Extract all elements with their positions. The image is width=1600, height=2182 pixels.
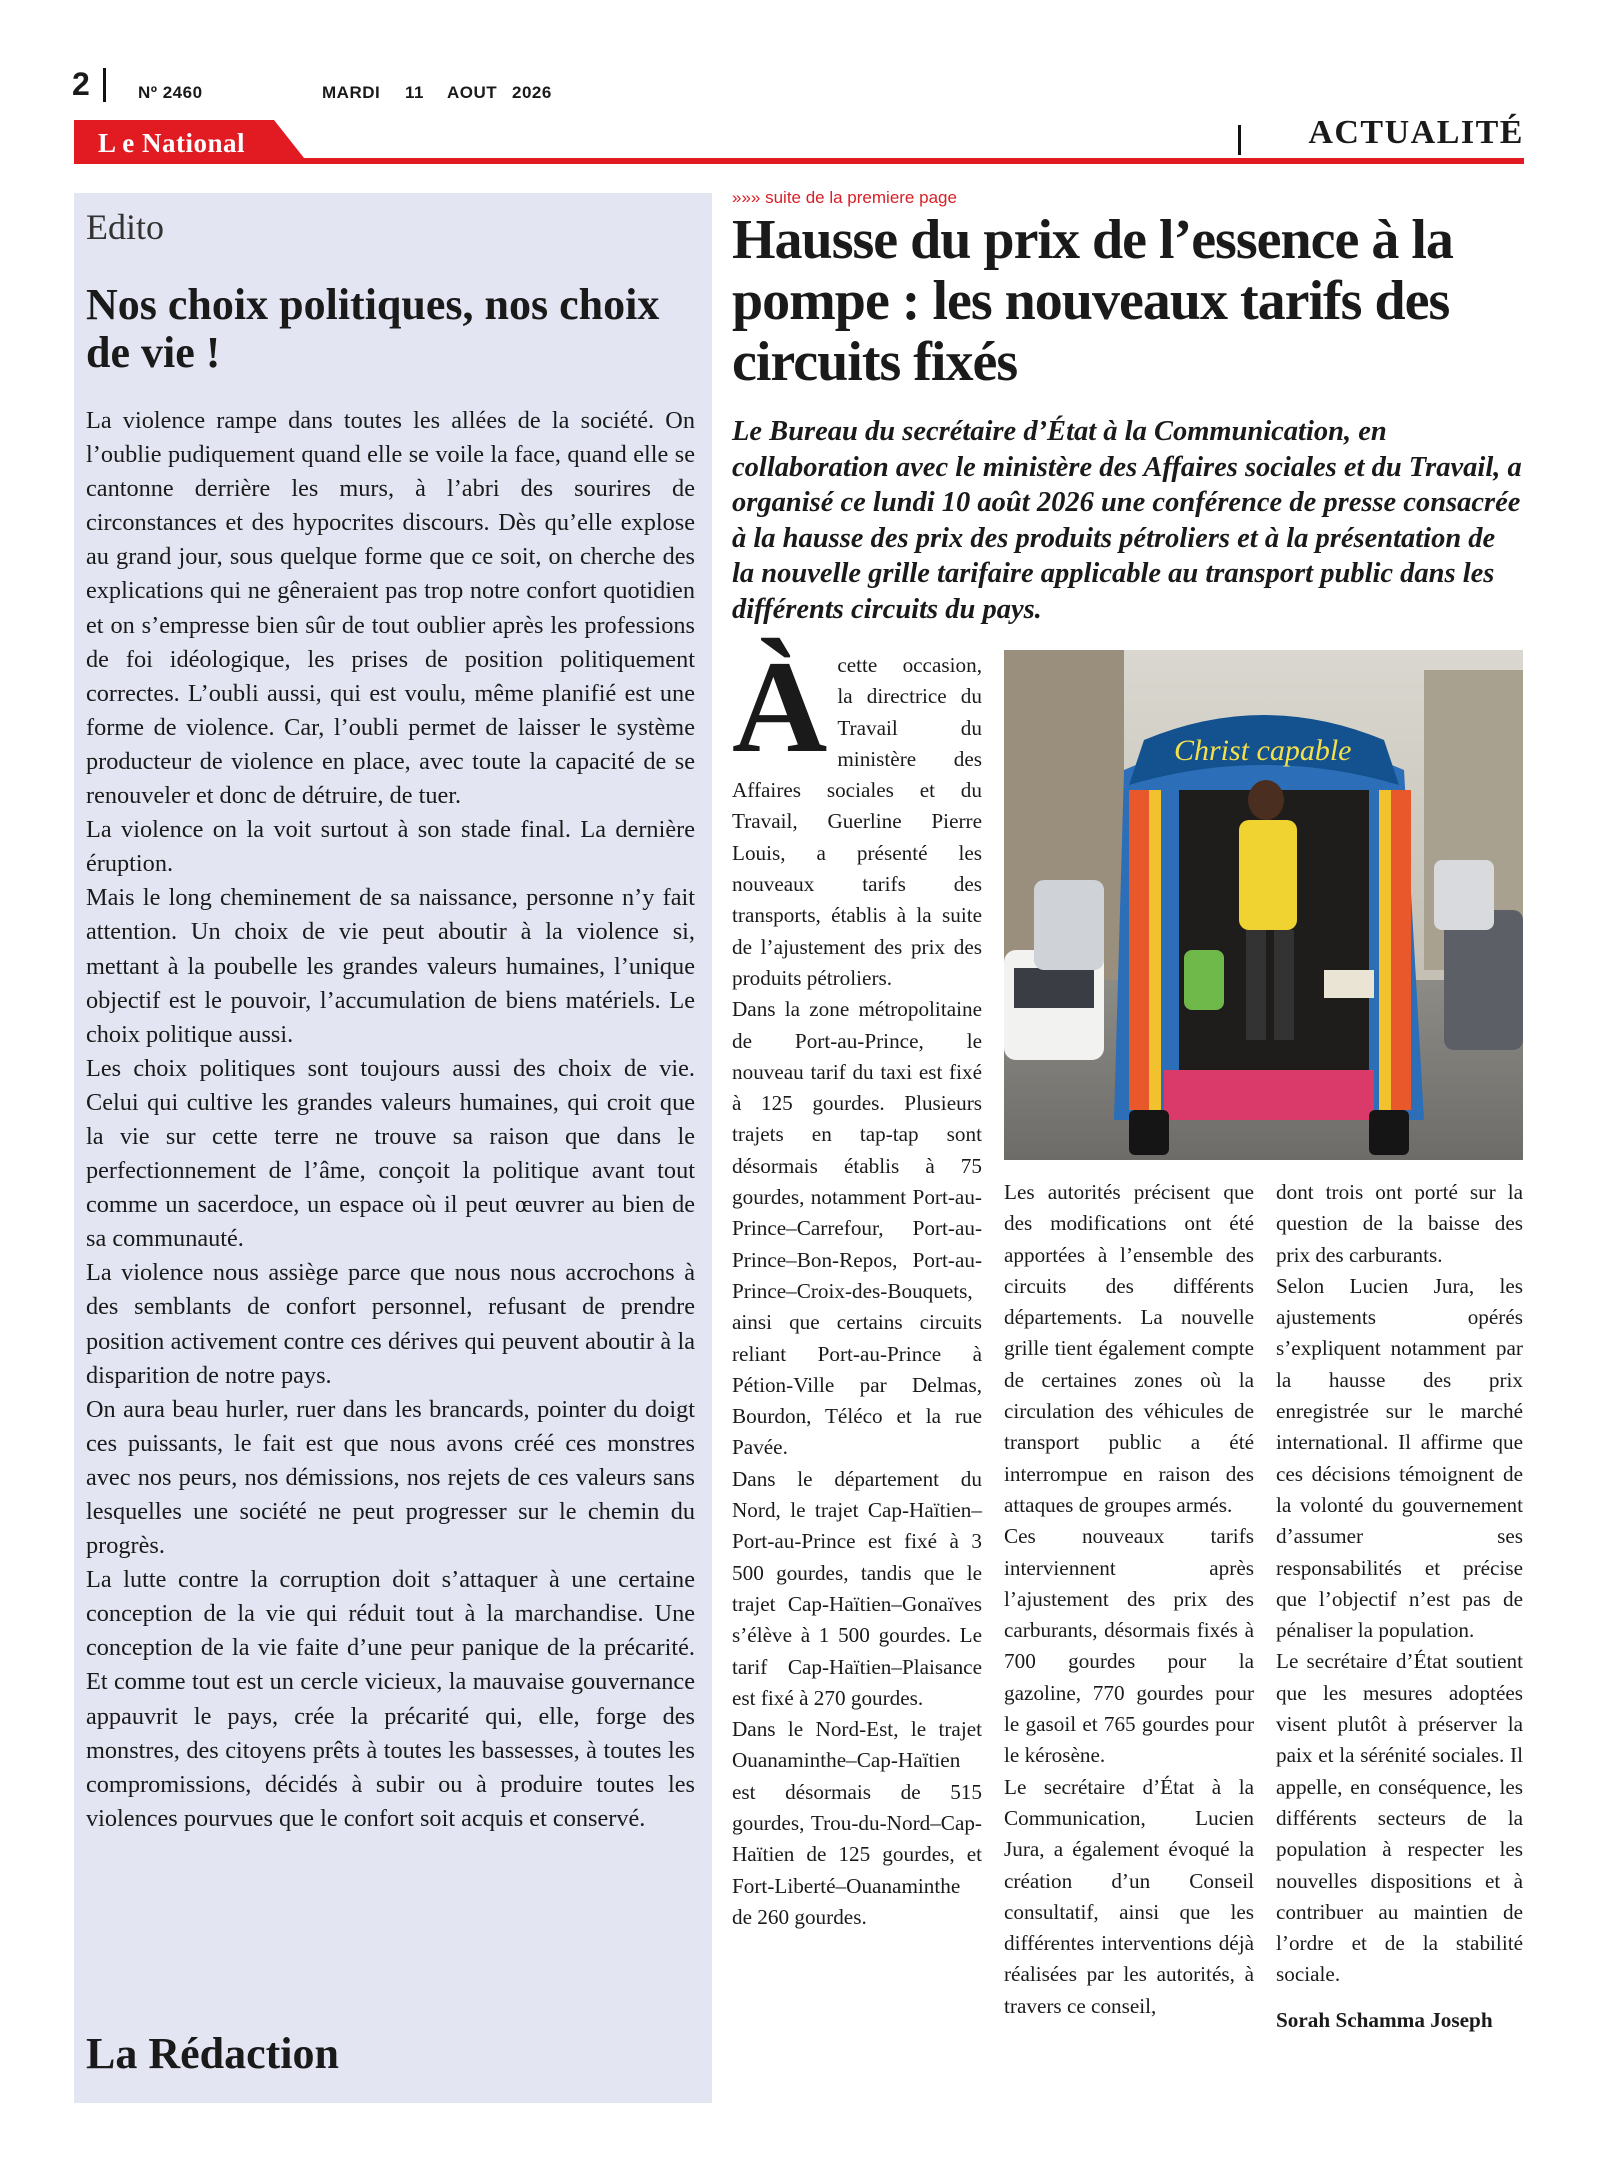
issue-number: Nº 2460 xyxy=(138,83,203,102)
article-paragraph: Ces nouveaux tarifs interviennent après l’ajustement des prix des carburants, désormais fixés à 700 gourdes pour la gazoline, 770 gourdes pour le gasoil et 765 gourdes pour le kérosène. xyxy=(1004,1524,1254,1768)
page-number-divider xyxy=(103,68,106,102)
date-year: 2026 xyxy=(512,83,552,102)
article-paragraph: Les autorités précisent que des modifications ont été apportées à l’ensemble des circuits des différents départements. La nouvelle grille tient également compte de certaines zones où la circulation des véhicules de transport public a été interrompue en raison des attaques de groupes armés. xyxy=(1004,1180,1254,1517)
edito-body xyxy=(86,404,695,1836)
drop-cap: À xyxy=(732,633,828,780)
article-paragraph-text: cette occasion, la directrice du Travail du ministère des Affaires sociales et du Travail, Guerline Pierre Louis, a présenté les nouveaux tarifs des transports, établis à la suite de l’ajustement des prix des produits pétroliers. xyxy=(732,653,982,990)
date-num: 11 xyxy=(405,83,424,102)
article-column-3 xyxy=(1276,1177,1523,2036)
page-number: 2 xyxy=(72,66,90,102)
article-paragraph: dont trois ont porté sur la question de la baisse des prix des carburants. xyxy=(1276,1180,1523,1267)
article-paragraph xyxy=(732,633,982,994)
edito-paragraph: La violence rampe dans toutes les allées de la société. On l’oublie pudiquement quand elle se voile la face, quand elle se cantonne derrière les murs, à l’abri des sourires de circonstances et des hypocrites discours. Dès qu’elle explose au grand jour, sous quelque forme que ce soit, on cherche des explications qui ne gêneraient pas trop notre confort quotidien et on s’empresse bien sûr de tout oublier après les professions de foi idéologique, les prises de position politiquement correctes. L’oubli aussi, qui est voulu, même planifié est une forme de violence. Car, l’oubli permet de laisser le système producteur de violence en place, avec toute la capacité de se renouveler et donc de détruire, de tuer. xyxy=(86,407,695,810)
tap-tap-photo xyxy=(1004,650,1523,1160)
edito-paragraph: Mais le long cheminement de sa naissance, personne n’y fait attention. Un choix de vie peut aboutir à la violence si, mettant à la poubelle les grandes valeurs humaines, l’unique objectif est le pouvoir, l’accumulation de biens matériels. Le choix politique aussi. xyxy=(86,884,695,1048)
date-month: AOUT xyxy=(447,83,498,102)
section-title: ACTUALITÉ xyxy=(1308,114,1524,151)
article-paragraph: Dans le département du Nord, le trajet Cap-Haïtien–Port-au-Prince est fixé à 3 500 gourdes, tandis que le trajet Cap-Haïtien–Gonaïves s’élève à 1 500 gourdes. Le tarif Cap-Haïtien–Plaisance est fixé à 270 gourdes. xyxy=(732,1466,982,1710)
edito-paragraph: La lutte contre la corruption doit s’attaquer à une certaine conception de la vie qui réduit tout à la marchandise. Une conception de la vie faite d’une peur panique de la précarité. Et comme tout est un cercle vicieux, la mauvaise gouvernance appauvrit le pays, crée la précarité qui, elle, forge des monstres, des citoyens prêts à toutes les bassesses, à toutes les compromissions, décidés à subir ou à produire toutes les violences pourvues que le confort soit acquis et conservé. xyxy=(86,1566,695,1832)
tap-tap-sign: Christ capable xyxy=(1174,734,1352,767)
article-paragraph: Dans la zone métropolitaine de Port-au-Prince, le nouveau tarif du taxi est fixé à 125 gourdes. Plusieurs trajets en tap-tap sont désormais établis à 75 gourdes, notamment Port-au-Prince–Carrefour, Port-au-Prince–Bon-Repos, Port-au-Prince–Croix-des-Bouquets, ainsi que certains circuits reliant Port-au-Prince à Pétion-Ville par Delmas, Bourdon, Téléco et la rue Pavée. xyxy=(732,997,982,1460)
edito-title: Nos choix politiques, nos choix de vie ! xyxy=(86,280,660,377)
edito-paragraph: Les choix politiques sont toujours aussi des choix de vie. Celui qui cultive les grandes valeurs humaines, qui croit que la vie sur cette terre ne trouve sa raison que dans le perfectionnement de l’âme, conçoit la politique avant tout comme un sacerdoce, un espace où il peut œuvrer au bien de sa communauté. xyxy=(86,1054,695,1253)
edito-signature: La Rédaction xyxy=(86,2029,339,2078)
article-kicker: »»» suite de la premiere page xyxy=(732,188,957,207)
edito-paragraph: La violence on la voit surtout à son stade final. La dernière éruption. xyxy=(86,816,695,878)
article-paragraph: Le secrétaire d’État soutient que les mesures adoptées visent plutôt à préserver la paix et la sérénité sociales. Il appelle, en conséquence, les différents secteurs de la population à respecter les nouvelles dispositions et à contribuer au maintien de l’ordre et de la stabilité sociale. xyxy=(1276,1649,1523,1987)
brand-name: L e National xyxy=(98,128,246,158)
article-paragraph: Le secrétaire d’État à la Communication, Lucien Jura, a également évoqué la création d’un Conseil consultatif, ainsi que les différentes interventions déjà réalisées par les autorités, à travers ce conseil, xyxy=(1004,1774,1254,2018)
date-day: MARDI xyxy=(322,83,381,102)
article-headline: Hausse du prix de l’essence à la pompe : les nouveaux tarifs des circuits fixés xyxy=(732,209,1453,393)
edito-paragraph: On aura beau hurler, ruer dans les brancards, pointer du doigt ces puissants, le fait est que nous avons créé ces monstres avec nos peurs, nos démissions, nos rejets de ces valeurs sans lesquelles une société ne peut progresser sur le chemin du progrès. xyxy=(86,1395,695,1560)
article-column-1 xyxy=(732,633,982,1933)
article-paragraph: Selon Lucien Jura, les ajustements opérés s’expliquent notamment par la hausse des prix enregistrée sur le marché international. Il affirme que ces décisions témoignent de la volonté du gouvernement d’assumer ses responsabilités et précise que l’objectif n’est pas de pénaliser la population. xyxy=(1276,1273,1523,1643)
section-divider xyxy=(1238,125,1241,155)
edito-paragraph: La violence nous assiège parce que nous nous accrochons à des semblants de confort personnel, refusant de prendre position activement contre ces dérives qui peuvent aboutir à la disparition de notre pays. xyxy=(86,1259,695,1389)
article-column-2 xyxy=(1004,1177,1254,2022)
article-lead: Le Bureau du secrétaire d’État à la Communication, en collaboration avec le ministère des Affaires sociales et du Travail, a organisé ce lundi 10 août 2026 une conférence de presse consacrée à la hausse des prix des produits pétroliers et à la présentation de la nouvelle grille tarifaire applicable au transport public dans les différents circuits du pays. xyxy=(732,416,1522,625)
article-byline: Sorah Schamma Joseph xyxy=(1276,2007,1493,2032)
edito-label: Edito xyxy=(86,207,164,247)
article-paragraph: Dans le Nord-Est, le trajet Ouanaminthe–Cap-Haïtien est désormais de 515 gourdes, Trou-du-Nord–Cap-Haïtien de 125 gourdes, et Fort-Liberté–Ouanaminthe de 260 gourdes. xyxy=(732,1717,982,1929)
masthead-band xyxy=(74,120,1524,164)
